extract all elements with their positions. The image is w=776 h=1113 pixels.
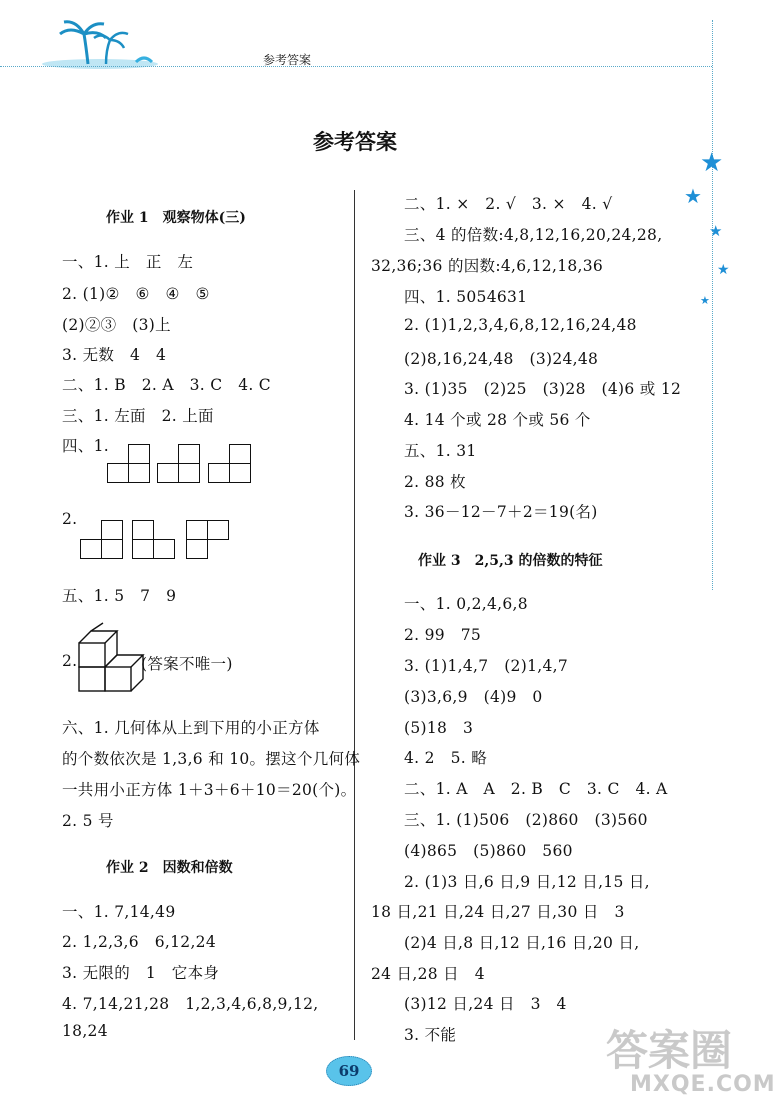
answer-line: 4. 2 5. 略 [404, 749, 487, 767]
page-number: 69 [326, 1056, 372, 1086]
answer-line: 2. 88 枚 [404, 473, 466, 491]
answer-line: (5)18 3 [404, 719, 474, 737]
answer-line: 二、1. B 2. A 3. C 4. C [62, 376, 271, 394]
star-icon: ★ [700, 294, 710, 307]
answer-line: 3. (1)35 (2)25 (3)28 (4)6 或 12 [404, 380, 682, 398]
answer-line: 18 日,21 日,24 日,27 日,30 日 3 [371, 903, 625, 921]
star-icon: ★ [700, 148, 724, 178]
answer-line: 二、1. A A 2. B C 3. C 4. A [404, 780, 668, 798]
answer-line: 一、1. 0,2,4,6,8 [404, 595, 528, 613]
answer-line: 4. 7,14,21,28 1,2,3,4,6,8,9,12, [62, 995, 319, 1013]
column-divider [354, 190, 355, 1040]
header-label: 参考答案 [263, 53, 312, 67]
answer-line: (3)12 日,24 日 3 4 [404, 995, 567, 1013]
watermark-logo: 答案圈 [606, 1026, 733, 1075]
answer-line: 4. 14 个或 28 个或 56 个 [404, 411, 591, 429]
answer-line: 四、1. [62, 437, 109, 455]
answer-line: 3. 无限的 1 它本身 [62, 964, 220, 982]
answer-line: 2. 5 号 [62, 812, 114, 830]
answer-line: 18,24 [62, 1022, 108, 1040]
answer-line: 四、1. 5054631 [404, 288, 528, 306]
right-margin-rule [712, 20, 713, 590]
answer-line: 一、1. 7,14,49 [62, 903, 176, 921]
star-icon: ★ [709, 222, 723, 240]
answer-line: 三、1. 左面 2. 上面 [62, 407, 214, 425]
answer-line: 一、1. 上 正 左 [62, 253, 194, 271]
answer-line: 2. (1)1,2,3,4,6,8,12,16,24,48 [404, 316, 637, 334]
answer-line: (2)②③ (3)上 [62, 316, 171, 334]
answer-line: 3. 不能 [404, 1026, 457, 1044]
watermark-url: MXQE.COM [630, 1072, 776, 1097]
answer-line: (3)3,6,9 (4)9 0 [404, 688, 543, 706]
answer-line: 三、4 的倍数:4,8,12,16,20,24,28, [404, 226, 663, 244]
star-icon: ★ [717, 262, 730, 278]
homework-1-title: 作业 1 观察物体(三) [106, 210, 246, 226]
answer-line: 24 日,28 日 4 [371, 965, 485, 983]
answer-line: (4)865 (5)860 560 [404, 842, 573, 860]
answer-line: 的个数依次是 1,3,6 和 10。摆这个几何体 [62, 750, 361, 768]
answer-line: 五、1. 31 [404, 442, 477, 460]
answer-line: 32,36;36 的因数:4,6,12,18,36 [371, 257, 604, 275]
answer-line: 2. 1,2,3,6 6,12,24 [62, 933, 217, 951]
answer-line: 2. (1)② ⑥ ④ ⑤ [62, 285, 210, 303]
homework-2-title: 作业 2 因数和倍数 [106, 860, 233, 876]
answer-line: 2. [62, 652, 78, 670]
answer-line: 五、1. 5 7 9 [62, 587, 177, 605]
answer-line: 3. 无数 4 4 [62, 346, 167, 364]
star-icon: ★ [684, 184, 702, 208]
answer-line: 三、1. (1)506 (2)860 (3)560 [404, 811, 648, 829]
header-rule [0, 66, 712, 67]
answer-line: (2)4 日,8 日,12 日,16 日,20 日, [404, 934, 640, 952]
answer-line: 2. 99 75 [404, 626, 482, 644]
palm-tree-logo [40, 14, 160, 70]
page-title: 参考答案 [313, 130, 397, 154]
cube-stack-figure [77, 623, 145, 695]
answer-note: (答案不唯一) [141, 655, 233, 673]
answer-line: 六、1. 几何体从上到下用的小正方体 [62, 719, 320, 737]
answer-line: 二、1. × 2. √ 3. × 4. √ [404, 195, 613, 213]
homework-3-title: 作业 3 2,5,3 的倍数的特征 [418, 553, 603, 569]
answer-line: 3. (1)1,4,7 (2)1,4,7 [404, 657, 569, 675]
answer-line: 2. (1)3 日,6 日,9 日,12 日,15 日, [404, 873, 650, 891]
answer-line: 一共用小正方体 1＋3＋6＋10＝20(个)。 [62, 781, 357, 799]
answer-line: 3. 36－12－7＋2＝19(名) [404, 503, 598, 521]
answer-line: 2. [62, 510, 78, 528]
answer-line: (2)8,16,24,48 (3)24,48 [404, 350, 599, 368]
